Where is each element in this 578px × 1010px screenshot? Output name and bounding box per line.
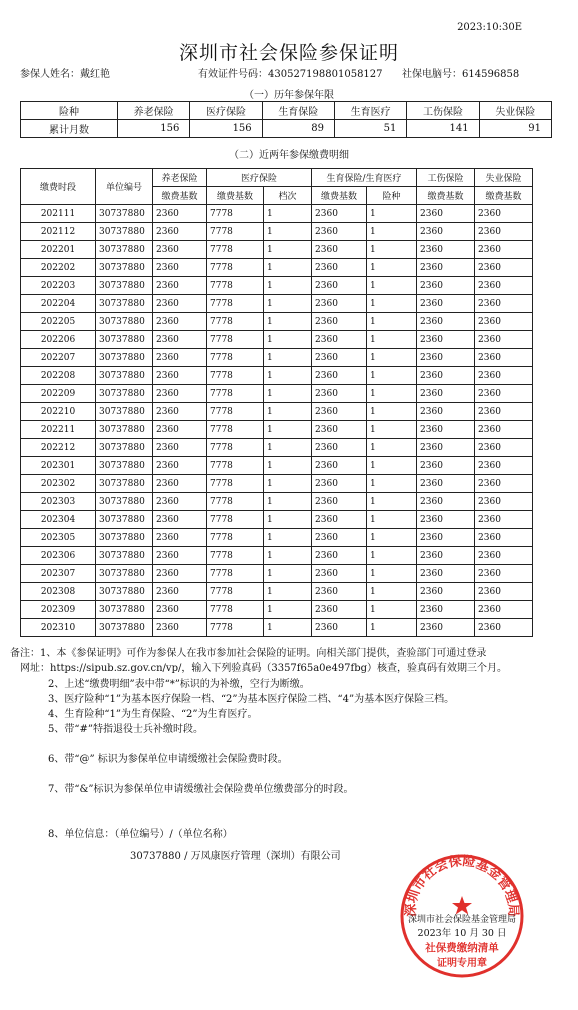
cell-medical-base: 7778: [207, 331, 264, 349]
cell-maternity-base: 2360: [312, 295, 367, 313]
cell-period: 202308: [21, 583, 96, 601]
cell-period: 202207: [21, 349, 96, 367]
cell-unit-code: 30737880: [96, 331, 153, 349]
subheader-type: 险种: [367, 187, 417, 205]
cell-unemployment-base: 2360: [475, 619, 533, 637]
cell-medical-tier: 1: [264, 457, 312, 475]
cell-pension-base: 2360: [153, 331, 207, 349]
table-row: [21, 277, 533, 295]
cell-injury-base: 2360: [417, 259, 475, 277]
table-row: [21, 619, 533, 637]
cell-unit-code: 30737880: [96, 547, 153, 565]
table-row: [21, 493, 533, 511]
cell-maternity-base: 2360: [312, 349, 367, 367]
cell-maternity-base: 2360: [312, 529, 367, 547]
cell-unit-code: 30737880: [96, 367, 153, 385]
cell-medical-tier: 1: [264, 439, 312, 457]
subheader-base: 缴费基数: [312, 187, 367, 205]
cell-maternity-base: 2360: [312, 313, 367, 331]
cell-unit-code: 30737880: [96, 493, 153, 511]
cell-maternity-type: 1: [367, 565, 417, 583]
cell-pension-base: 2360: [153, 385, 207, 403]
cell-medical-tier: 1: [264, 223, 312, 241]
cell-unit-code: 30737880: [96, 403, 153, 421]
cell-period: 202208: [21, 367, 96, 385]
table-row: [21, 331, 533, 349]
note-5: 5、带“#”特指退役士兵补缴时段。: [48, 724, 203, 735]
cell-unemployment-base: 2360: [475, 457, 533, 475]
cell-medical-base: 7778: [207, 439, 264, 457]
cell-pension-base: 2360: [153, 565, 207, 583]
cell-maternity-base: 2360: [312, 241, 367, 259]
cell-unit-code: 30737880: [96, 295, 153, 313]
cell-maternity-base: 2360: [312, 547, 367, 565]
table-row: [21, 547, 533, 565]
cell-medical-tier: 1: [264, 619, 312, 637]
cell-maternity-type: 1: [367, 421, 417, 439]
cell-pension-base: 2360: [153, 475, 207, 493]
cell-medical-base: 7778: [207, 565, 264, 583]
cell-maternity-base: 2360: [312, 205, 367, 223]
cell-pension-base: 2360: [153, 493, 207, 511]
cell-pension-base: 2360: [153, 313, 207, 331]
cell-injury-base: 2360: [417, 385, 475, 403]
summary-header: 险种: [21, 102, 118, 120]
cell-period: 202203: [21, 277, 96, 295]
cell-medical-base: 7778: [207, 223, 264, 241]
cell-injury-base: 2360: [417, 529, 475, 547]
cell-medical-tier: 1: [264, 511, 312, 529]
table-row: [21, 565, 533, 583]
cell-maternity-type: 1: [367, 493, 417, 511]
table-row: [21, 349, 533, 367]
header-unemployment: 失业保险: [475, 169, 533, 187]
cell-maternity-type: 1: [367, 403, 417, 421]
cell-maternity-type: 1: [367, 511, 417, 529]
cell-maternity-base: 2360: [312, 601, 367, 619]
cell-maternity-type: 1: [367, 295, 417, 313]
summary-header: 医疗保险: [190, 102, 262, 120]
cell-medical-tier: 1: [264, 313, 312, 331]
cell-injury-base: 2360: [417, 457, 475, 475]
table-row: [21, 367, 533, 385]
cell-period: 202112: [21, 223, 96, 241]
payment-detail-table: [20, 168, 533, 637]
cell-period: 202206: [21, 331, 96, 349]
print-timestamp: 2023:10:30E: [457, 22, 522, 33]
cell-pension-base: 2360: [153, 529, 207, 547]
cell-medical-base: 7778: [207, 493, 264, 511]
table-row: [21, 529, 533, 547]
cell-medical-base: 7778: [207, 583, 264, 601]
cell-unemployment-base: 2360: [475, 295, 533, 313]
cell-maternity-type: 1: [367, 205, 417, 223]
cell-pension-base: 2360: [153, 349, 207, 367]
summary-value: 156: [118, 120, 190, 138]
cell-period: 202306: [21, 547, 96, 565]
cell-pension-base: 2360: [153, 259, 207, 277]
cell-injury-base: 2360: [417, 313, 475, 331]
cell-medical-base: 7778: [207, 313, 264, 331]
cell-pension-base: 2360: [153, 619, 207, 637]
cell-maternity-type: 1: [367, 241, 417, 259]
cell-pension-base: 2360: [153, 601, 207, 619]
cell-unit-code: 30737880: [96, 385, 153, 403]
cell-medical-base: 7778: [207, 601, 264, 619]
cell-pension-base: 2360: [153, 511, 207, 529]
table-row: [21, 313, 533, 331]
cell-period: 202202: [21, 259, 96, 277]
cell-unit-code: 30737880: [96, 223, 153, 241]
insured-name: 参保人姓名：戴红艳: [20, 69, 110, 80]
subheader-tier: 档次: [264, 187, 312, 205]
cell-medical-tier: 1: [264, 583, 312, 601]
cell-unit-code: 30737880: [96, 349, 153, 367]
cell-medical-tier: 1: [264, 403, 312, 421]
summary-value-row: [21, 120, 552, 138]
cell-unit-code: 30737880: [96, 277, 153, 295]
table-row: [21, 511, 533, 529]
detail-header-row: [21, 169, 533, 187]
cell-period: 202304: [21, 511, 96, 529]
cell-injury-base: 2360: [417, 547, 475, 565]
note-6: 6、带“@” 标识为参保单位申请缓缴社会保险费时段。: [48, 754, 288, 765]
cell-unit-code: 30737880: [96, 457, 153, 475]
cell-period: 202209: [21, 385, 96, 403]
cell-medical-tier: 1: [264, 565, 312, 583]
cell-injury-base: 2360: [417, 295, 475, 313]
cell-maternity-base: 2360: [312, 385, 367, 403]
table-row: [21, 439, 533, 457]
cell-unit-code: 30737880: [96, 421, 153, 439]
official-seal-stamp: [398, 852, 526, 980]
cell-maternity-type: 1: [367, 547, 417, 565]
insurance-years-table: [20, 101, 552, 138]
cell-unemployment-base: 2360: [475, 511, 533, 529]
cell-pension-base: 2360: [153, 295, 207, 313]
subheader-base: 缴费基数: [417, 187, 475, 205]
cell-medical-base: 7778: [207, 457, 264, 475]
cell-maternity-type: 1: [367, 385, 417, 403]
cell-pension-base: 2360: [153, 403, 207, 421]
cell-maternity-type: 1: [367, 277, 417, 295]
cell-medical-tier: 1: [264, 385, 312, 403]
cell-medical-base: 7778: [207, 259, 264, 277]
table-row: [21, 457, 533, 475]
cell-injury-base: 2360: [417, 565, 475, 583]
cell-medical-base: 7778: [207, 421, 264, 439]
cell-maternity-base: 2360: [312, 367, 367, 385]
note-1-cont: 网址：https://sipub.sz.gov.cn/vp/，输入下列验真码（3357f65a0e497fbg）核查，验真码有效期三个月。: [20, 663, 508, 674]
summary-header: 生育保险: [262, 102, 334, 120]
cell-injury-base: 2360: [417, 367, 475, 385]
cell-period: 202307: [21, 565, 96, 583]
cell-maternity-type: 1: [367, 367, 417, 385]
cell-injury-base: 2360: [417, 223, 475, 241]
cell-unemployment-base: 2360: [475, 583, 533, 601]
cell-injury-base: 2360: [417, 277, 475, 295]
cell-unemployment-base: 2360: [475, 241, 533, 259]
cell-maternity-base: 2360: [312, 403, 367, 421]
summary-header: 养老保险: [118, 102, 190, 120]
cell-injury-base: 2360: [417, 601, 475, 619]
cell-unit-code: 30737880: [96, 241, 153, 259]
cell-maternity-base: 2360: [312, 511, 367, 529]
cell-unemployment-base: 2360: [475, 223, 533, 241]
social-security-number: 社保电脑号：614596858: [402, 69, 520, 80]
summary-header-row: [21, 102, 552, 120]
header-maternity: 生育保险/生育医疗: [312, 169, 417, 187]
cell-period: 202310: [21, 619, 96, 637]
table-row: [21, 295, 533, 313]
summary-row-label: 累计月数: [21, 120, 118, 138]
header-period: 缴费时段: [21, 169, 96, 205]
table-row: [21, 601, 533, 619]
cell-medical-tier: 1: [264, 493, 312, 511]
seal-date: 2023年 10 月 30 日: [417, 928, 507, 939]
cell-period: 202309: [21, 601, 96, 619]
cell-medical-tier: 1: [264, 529, 312, 547]
cell-unemployment-base: 2360: [475, 205, 533, 223]
cell-unit-code: 30737880: [96, 475, 153, 493]
cell-medical-tier: 1: [264, 295, 312, 313]
table-row: [21, 385, 533, 403]
cell-medical-tier: 1: [264, 331, 312, 349]
cell-pension-base: 2360: [153, 367, 207, 385]
cell-unit-code: 30737880: [96, 313, 153, 331]
seal-star-icon: [452, 896, 472, 915]
cell-injury-base: 2360: [417, 421, 475, 439]
cell-pension-base: 2360: [153, 583, 207, 601]
summary-header: 生育医疗: [334, 102, 406, 120]
cell-unit-code: 30737880: [96, 601, 153, 619]
cell-maternity-base: 2360: [312, 619, 367, 637]
note-3: 3、医疗险种“1”为基本医疗保险一档、“2”为基本医疗保险二档、“4”为基本医疗保险三档。: [48, 694, 455, 705]
cell-injury-base: 2360: [417, 493, 475, 511]
detail-body: [21, 205, 533, 637]
cell-medical-tier: 1: [264, 349, 312, 367]
cell-maternity-type: 1: [367, 313, 417, 331]
cell-medical-base: 7778: [207, 241, 264, 259]
section-title-detail: （二）近两年参保缴费明细: [229, 150, 349, 161]
cell-medical-tier: 1: [264, 367, 312, 385]
unit-info: 30737880 / 万凤康医疗管理（深圳）有限公司: [130, 851, 341, 862]
cell-period: 202303: [21, 493, 96, 511]
cell-unemployment-base: 2360: [475, 277, 533, 295]
id-number: 有效证件号码：430527198801058127: [198, 69, 383, 80]
cell-injury-base: 2360: [417, 439, 475, 457]
cell-period: 202301: [21, 457, 96, 475]
cell-unemployment-base: 2360: [475, 403, 533, 421]
cell-unemployment-base: 2360: [475, 475, 533, 493]
header-unit-code: 单位编号: [96, 169, 153, 205]
header-medical: 医疗保险: [207, 169, 312, 187]
cell-medical-tier: 1: [264, 601, 312, 619]
cell-period: 202212: [21, 439, 96, 457]
cell-maternity-type: 1: [367, 457, 417, 475]
cell-medical-base: 7778: [207, 367, 264, 385]
cell-unit-code: 30737880: [96, 583, 153, 601]
cell-injury-base: 2360: [417, 583, 475, 601]
cell-maternity-base: 2360: [312, 457, 367, 475]
cell-maternity-type: 1: [367, 349, 417, 367]
cell-injury-base: 2360: [417, 331, 475, 349]
cell-unemployment-base: 2360: [475, 385, 533, 403]
cell-unemployment-base: 2360: [475, 331, 533, 349]
cell-period: 202210: [21, 403, 96, 421]
document-title: 深圳市社会保险参保证明: [178, 42, 399, 64]
cell-unemployment-base: 2360: [475, 529, 533, 547]
cell-maternity-base: 2360: [312, 223, 367, 241]
cell-maternity-type: 1: [367, 475, 417, 493]
cell-unit-code: 30737880: [96, 529, 153, 547]
cell-maternity-type: 1: [367, 529, 417, 547]
cell-period: 202305: [21, 529, 96, 547]
cell-injury-base: 2360: [417, 241, 475, 259]
summary-value: 89: [262, 120, 334, 138]
cell-medical-base: 7778: [207, 295, 264, 313]
note-4: 4、生育险种“1”为生育保险、“2”为生育医疗。: [48, 709, 258, 720]
summary-value: 91: [479, 120, 551, 138]
note-1: 备注：1、本《参保证明》可作为参保人在我市参加社会保险的证明。向相关部门提供，查验部门可通过登录: [10, 648, 487, 659]
cell-maternity-type: 1: [367, 601, 417, 619]
seal-authority: 深圳市社会保险基金管理局: [407, 915, 517, 925]
cell-unemployment-base: 2360: [475, 493, 533, 511]
note-7: 7、带“&”标识为参保单位申请缓缴社会保险费单位缴费部分的时段。: [48, 784, 354, 795]
cell-medical-base: 7778: [207, 529, 264, 547]
header-injury: 工伤保险: [417, 169, 475, 187]
cell-unit-code: 30737880: [96, 511, 153, 529]
cell-unemployment-base: 2360: [475, 349, 533, 367]
cell-injury-base: 2360: [417, 475, 475, 493]
cell-unit-code: 30737880: [96, 205, 153, 223]
cell-unit-code: 30737880: [96, 439, 153, 457]
cell-period: 202111: [21, 205, 96, 223]
cell-pension-base: 2360: [153, 205, 207, 223]
cell-period: 202205: [21, 313, 96, 331]
cell-unemployment-base: 2360: [475, 313, 533, 331]
cell-medical-tier: 1: [264, 277, 312, 295]
cell-maternity-base: 2360: [312, 475, 367, 493]
cell-medical-tier: 1: [264, 547, 312, 565]
table-row: [21, 475, 533, 493]
subheader-base: 缴费基数: [475, 187, 533, 205]
seal-ring-text: 深圳市社会保险基金管理局: [403, 854, 521, 918]
seal-purpose: 社保费缴纳清单: [425, 942, 499, 954]
cell-unit-code: 30737880: [96, 259, 153, 277]
cell-unemployment-base: 2360: [475, 601, 533, 619]
table-row: [21, 421, 533, 439]
cell-maternity-base: 2360: [312, 277, 367, 295]
cell-medical-base: 7778: [207, 349, 264, 367]
cell-medical-base: 7778: [207, 511, 264, 529]
cell-medical-tier: 1: [264, 205, 312, 223]
cell-pension-base: 2360: [153, 241, 207, 259]
cell-medical-base: 7778: [207, 619, 264, 637]
note-8: 8、单位信息：（单位编号）/（单位名称）: [48, 829, 233, 840]
cell-period: 202211: [21, 421, 96, 439]
cell-unemployment-base: 2360: [475, 547, 533, 565]
cell-maternity-type: 1: [367, 619, 417, 637]
cell-medical-base: 7778: [207, 403, 264, 421]
cell-maternity-base: 2360: [312, 493, 367, 511]
cell-unit-code: 30737880: [96, 565, 153, 583]
cell-period: 202204: [21, 295, 96, 313]
cell-maternity-base: 2360: [312, 331, 367, 349]
cell-maternity-base: 2360: [312, 439, 367, 457]
cell-injury-base: 2360: [417, 349, 475, 367]
cell-unemployment-base: 2360: [475, 259, 533, 277]
cell-pension-base: 2360: [153, 223, 207, 241]
cell-maternity-base: 2360: [312, 259, 367, 277]
cell-injury-base: 2360: [417, 619, 475, 637]
cell-medical-base: 7778: [207, 205, 264, 223]
cell-medical-base: 7778: [207, 547, 264, 565]
table-row: [21, 259, 533, 277]
cell-unemployment-base: 2360: [475, 367, 533, 385]
table-row: [21, 241, 533, 259]
cell-maternity-base: 2360: [312, 421, 367, 439]
cell-maternity-type: 1: [367, 583, 417, 601]
header-pension: 养老保险: [153, 169, 207, 187]
cell-pension-base: 2360: [153, 277, 207, 295]
cell-maternity-base: 2360: [312, 583, 367, 601]
summary-header: 工伤保险: [407, 102, 479, 120]
cell-unit-code: 30737880: [96, 619, 153, 637]
cell-medical-tier: 1: [264, 241, 312, 259]
subheader-base: 缴费基数: [207, 187, 264, 205]
seal-usage: 证明专用章: [437, 958, 487, 969]
cell-medical-base: 7778: [207, 277, 264, 295]
section-title-years: （一）历年参保年限: [244, 90, 334, 101]
cell-period: 202302: [21, 475, 96, 493]
cell-medical-base: 7778: [207, 385, 264, 403]
subheader-base: 缴费基数: [153, 187, 207, 205]
summary-header: 失业保险: [479, 102, 551, 120]
cell-pension-base: 2360: [153, 421, 207, 439]
summary-value: 156: [190, 120, 262, 138]
table-row: [21, 583, 533, 601]
cell-pension-base: 2360: [153, 439, 207, 457]
cell-maternity-type: 1: [367, 439, 417, 457]
cell-unemployment-base: 2360: [475, 421, 533, 439]
cell-maternity-type: 1: [367, 223, 417, 241]
cell-medical-tier: 1: [264, 259, 312, 277]
table-row: [21, 403, 533, 421]
summary-value: 51: [334, 120, 406, 138]
summary-value: 141: [407, 120, 479, 138]
cell-injury-base: 2360: [417, 511, 475, 529]
cell-pension-base: 2360: [153, 547, 207, 565]
note-2: 2、上述“缴费明细”表中带“*”标识的为补缴，空行为断缴。: [48, 679, 310, 690]
cell-medical-tier: 1: [264, 421, 312, 439]
cell-pension-base: 2360: [153, 457, 207, 475]
cell-medical-base: 7778: [207, 475, 264, 493]
table-row: [21, 205, 533, 223]
cell-maternity-base: 2360: [312, 565, 367, 583]
cell-maternity-type: 1: [367, 331, 417, 349]
cell-unemployment-base: 2360: [475, 439, 533, 457]
cell-unemployment-base: 2360: [475, 565, 533, 583]
cell-maternity-type: 1: [367, 259, 417, 277]
cell-injury-base: 2360: [417, 403, 475, 421]
cell-medical-tier: 1: [264, 475, 312, 493]
cell-injury-base: 2360: [417, 205, 475, 223]
cell-period: 202201: [21, 241, 96, 259]
table-row: [21, 223, 533, 241]
